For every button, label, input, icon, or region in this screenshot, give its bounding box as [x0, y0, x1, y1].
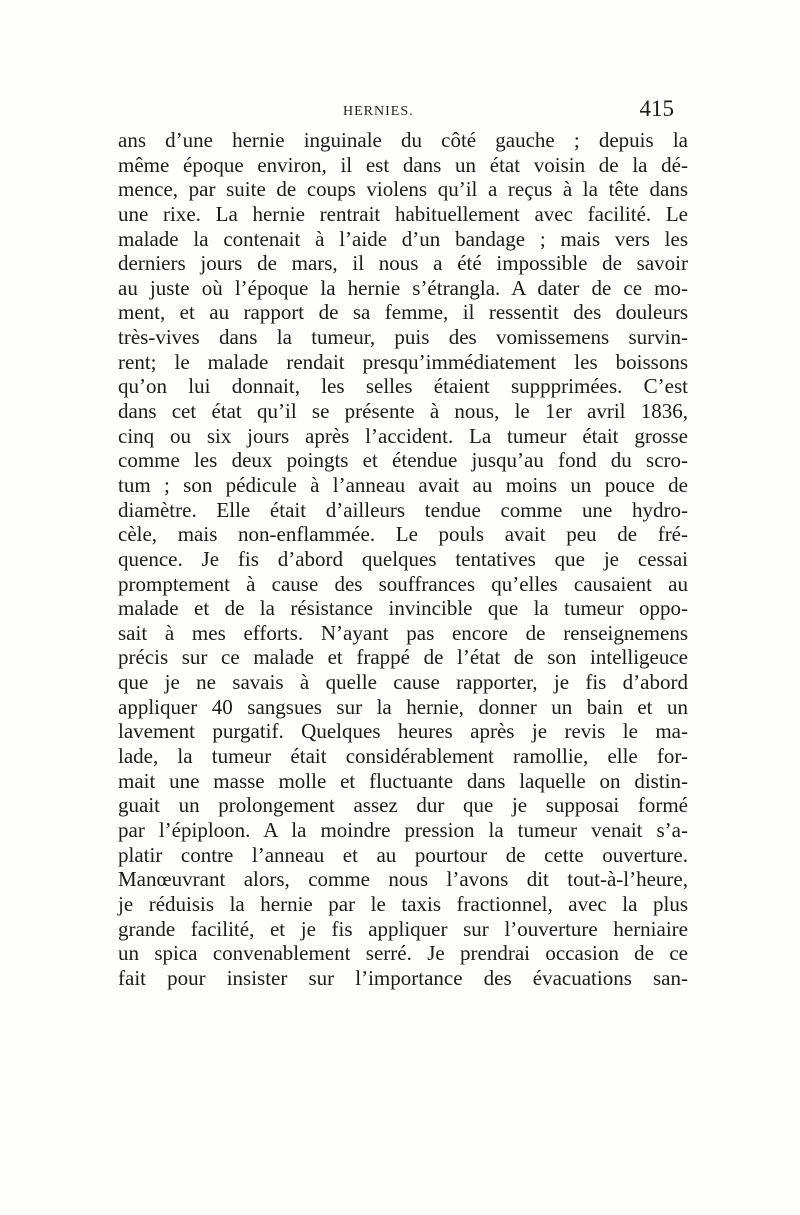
text-line: fait pour insister sur l’importance des évacuations san- — [118, 965, 688, 990]
text-line: que je ne savais à quelle cause rapporter, je fis d’abord — [118, 670, 688, 695]
text-line: ans d’une hernie inguinale du côté gauche ; depuis la — [118, 128, 688, 152]
text-line: mence, par suite de coups violens qu’il a reçus à la tête dans — [118, 177, 688, 202]
text-line: derniers jours de mars, il nous a été impossible de savoir — [118, 251, 688, 276]
text-line: grande facilité, et je fis appliquer sur l’ouverture herniaire — [118, 916, 688, 941]
text-line: mait une masse molle et fluctuante dans laquelle on distin- — [118, 768, 688, 793]
text-line: précis sur ce malade et frappé de l’état de son intelligeuce — [118, 645, 688, 670]
text-line: au juste où l’époque la hernie s’étrangla. A dater de ce mo- — [118, 275, 688, 300]
text-line: qu’on lui donnait, les selles étaient suppprimées. C’est — [118, 374, 688, 399]
text-line: dans cet état qu’il se présente à nous, le 1er avril 1836, — [118, 399, 688, 424]
text-line: une rixe. La hernie rentrait habituellement avec facilité. Le — [118, 201, 688, 226]
text-line: je réduisis la hernie par le taxis fractionnel, avec la plus — [118, 891, 688, 916]
text-line: promptement à cause des souffrances qu’elles causaient au — [118, 571, 688, 596]
text-line: lavement purgatif. Quelques heures après je revis le ma- — [118, 719, 688, 744]
text-line: ment, et au rapport de sa femme, il ressentit des douleurs — [118, 300, 688, 325]
text-line: un spica convenablement serré. Je prendrai occasion de ce — [118, 941, 688, 966]
body-text — [118, 128, 688, 990]
text-line: rent; le malade rendait presqu’immédiatement les boissons — [118, 349, 688, 374]
text-line: malade la contenait à l’aide d’un bandage ; mais vers les — [118, 226, 688, 251]
text-line: malade et de la résistance invincible que la tumeur oppo- — [118, 596, 688, 621]
text-line: même époque environ, il est dans un état voisin de la dé- — [118, 152, 688, 177]
running-head: HERNIES. — [343, 104, 414, 119]
text-line: sait à mes efforts. N’ayant pas encore de renseignemens — [118, 620, 688, 645]
text-line: très-vives dans la tumeur, puis des vomissemens survin- — [118, 325, 688, 350]
page-number: 415 — [639, 96, 674, 121]
text-line: diamètre. Elle était d’ailleurs tendue comme une hydro- — [118, 497, 688, 522]
text-line: platir contre l’anneau et au pourtour de cette ouverture. — [118, 842, 688, 867]
page-header — [118, 96, 688, 126]
text-line: comme les deux poingts et étendue jusqu’au fond du scro- — [118, 448, 688, 473]
text-line: lade, la tumeur était considérablement ramollie, elle for- — [118, 744, 688, 769]
text-line: Manœuvrant alors, comme nous l’avons dit tout-à-l’heure, — [118, 867, 688, 892]
text-line: quence. Je fis d’abord quelques tentatives que je cessai — [118, 546, 688, 571]
text-line: cèle, mais non-enflammée. Le pouls avait peu de fré- — [118, 522, 688, 547]
text-line: guait un prolongement assez dur que je supposai formé — [118, 793, 688, 818]
text-line: appliquer 40 sangsues sur la hernie, donner un bain et un — [118, 694, 688, 719]
text-line: cinq ou six jours après l’accident. La tumeur était grosse — [118, 423, 688, 448]
text-line: par l’épiploon. A la moindre pression la tumeur venait s’a- — [118, 817, 688, 842]
text-line: tum ; son pédicule à l’anneau avait au moins un pouce de — [118, 472, 688, 497]
